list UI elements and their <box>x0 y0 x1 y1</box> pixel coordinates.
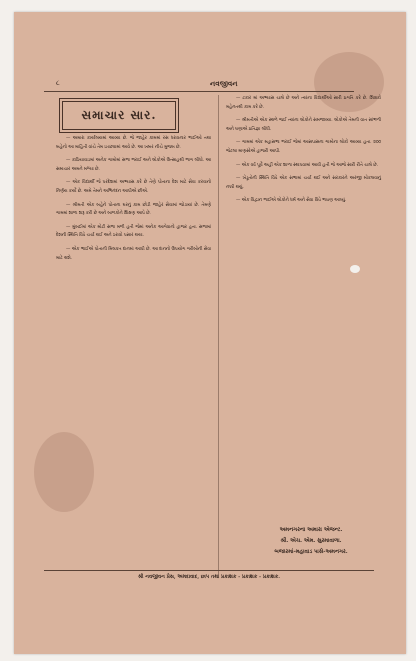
footer-rule <box>44 570 374 571</box>
news-paragraph: — એક વિદ્વાન ભાઈએ લોકોને ધર્મ અને સેવા વિષે ભાષણ આપ્યું. <box>236 198 347 204</box>
section-title: સમાચાર સાર. <box>62 101 176 130</box>
news-paragraph: — એક વિદ્યાર્થી જે પરદેશમાં અભ્યાસ કરે છે તેણે પોતાના દેશ માટે સેવા કરવાનો નિર્ણય કર્યો છે. અમે તેમને અભિનંદન આપીએ છીએ. <box>56 180 211 194</box>
paper-stain <box>34 432 94 512</box>
signoff-line: અમનગરના અમારા એજન્ટ. <box>279 527 343 533</box>
news-paragraph: — શ્રીમતી એક બહેને પોતાના ઘરનું કામ છોડી જાહેર સેવામાં જોડાયાં છે. તેમણે ગામમાં શાળા શરૂ કરી છે અને બાળકોને શિક્ષણ આપે છે. <box>56 202 211 217</box>
news-paragraph: — શ્રીમતીએ એક સ્થળે જઈ ત્યાંના લોકોને સમજાવ્યા. લોકોએ તેમની વાત સાંભળી અને ઘણાએ પ્રતિજ્ઞા લીધી. <box>226 118 381 132</box>
news-paragraph: — એક ભાઈએ પોતાની મિલકત દાનમાં આપી છે. આ દાનનો ઉપયોગ ગરીબોની સેવા માટે થશે. <box>56 246 211 261</box>
news-paragraph: — અમારા કાર્યાલયમાં આવ્યા છે. જે જાહેર કામમાં રસ ધરાવનાર ભાઈઓ તથા બહેનો આ માહિતી વાંચે તેમ ઇચ્છવામાં આવે છે. આ ખબર નીચે મુજબ છે. <box>56 136 211 150</box>
signoff-line: શ્રી. એચ. એમ. સુરમાવાળા. <box>280 538 342 544</box>
news-paragraph: — એક વર્ષ પૂર્વે અહીં એક શાળા સ્થાપવામાં આવી હતી જે આજે સારી રીતે ચાલે છે. <box>236 162 378 168</box>
paper-hole <box>350 265 360 273</box>
news-paragraph: — કાઠિયાવાડમાં અનેક ગામોમાં સભા ભરાઈ અને લોકોએ ઉત્સાહથી ભાગ લીધો. આ સમાચાર અમને મળ્યા છે. <box>56 158 211 172</box>
right-column <box>226 95 381 211</box>
header-rule <box>44 91 354 92</box>
news-paragraph: — ગામમાં એક મહાસભા ભરાઈ જેમાં આસપાસના ગામોના લોકો આવ્યા હતા. ૨૦૦ જેટલા માણસોએ હાજરી આપી. <box>226 140 381 154</box>
masthead-title: નવજીવન <box>210 79 238 88</box>
page-number: ૮ <box>56 79 60 87</box>
news-paragraph: — ખેડૂતોની સ્થિતિ વિષે એક સભામાં ચર્ચા થઈ અને સરકારને અરજી મોકલવાનું નક્કી થયું. <box>226 176 381 190</box>
page-header <box>40 76 390 90</box>
news-paragraph: — ટકાર માં અભ્યાસ ચાલે છે અને ત્યાંના વિદ્યાર્થીઓ સારી પ્રગતિ કરે છે. શિક્ષકો મહેનતથી કામ કરે છે. <box>226 96 381 110</box>
column-divider <box>218 95 219 575</box>
press-footer: શ્રી નવજીવન પ્રેસ, અમદાવાદ, છાપ તથા પ્રકાશક - પ્રકાશક - પ્રકાશક. <box>137 574 281 580</box>
news-paragraph: — મુંબઈમાં એક મોટી સભા મળી હતી જેમાં અનેક આગેવાનો હાજર હતા. સભામાં દેશની સ્થિતિ વિષે ચર્ચા થઈ અને ઠરાવો પસાર થયા. <box>56 224 211 239</box>
agent-signoff <box>236 525 386 558</box>
left-column <box>56 135 211 268</box>
signoff-line: બજારમાં-મહાવાડ પાસે-અમનગર. <box>274 549 348 555</box>
